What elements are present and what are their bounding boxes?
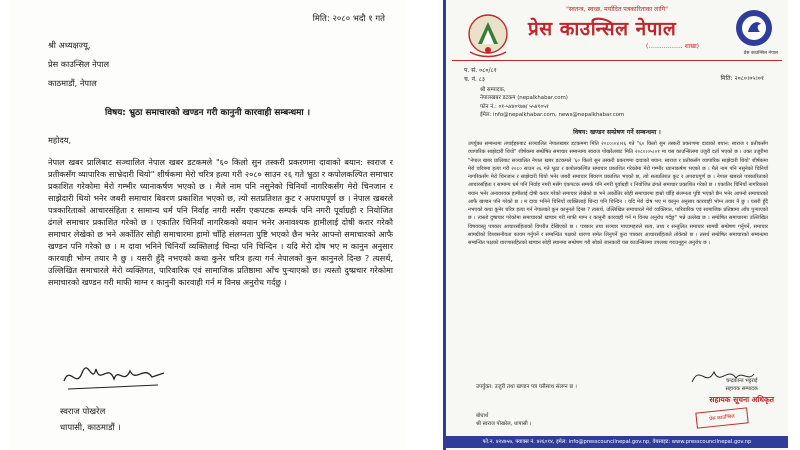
letterhead-slogan: "स्वतन्त्र, स्वच्छ, मर्यादित पत्रकारिताका लागि" <box>566 6 668 13</box>
letter-subject: विषय: भ्रुठा समाचारको खण्डन गरी कानुनी कारवाही सम्बन्धमा । <box>104 108 311 118</box>
official-role: सहायक सूचना अधिकृत <box>709 394 774 404</box>
salutation: महोदय, <box>48 135 72 145</box>
organization-name: प्रेस काउन्सिल नेपाल <box>528 18 677 40</box>
recipient-line-1: श्री अध्यक्षज्यू, <box>48 40 91 50</box>
recipient-address <box>480 86 624 120</box>
press-council-logo-icon <box>734 8 774 48</box>
copy-to-block <box>476 413 531 429</box>
recipient-line: ईमेल: info@nepalkhabar.com, news@nepalkhabar.com <box>480 112 625 119</box>
recipient-line-3: काठमाडौं, नेपाल <box>48 78 97 89</box>
ref-chalani-number: च. नं. ८३ <box>464 76 486 83</box>
signature-block <box>60 404 121 436</box>
letter-date: मिति: २०८०।०५।०१ <box>720 75 764 82</box>
letterhead-divider <box>452 60 782 61</box>
official-title: सहायक सम्पादक <box>725 385 758 392</box>
reference-numbers <box>464 66 497 84</box>
handwritten-signature <box>60 355 170 395</box>
recipient-line-2: प्रेस काउन्सिल नेपाल <box>48 59 110 70</box>
signer-address: धापासी, काठमाडौं । <box>60 421 121 432</box>
copy-label: बोधार्थ <box>476 413 489 419</box>
letterhead-footer: फो.न. ४२४७५७, फ्याक्स नं. ४२६०१४, इमेल: info@presscouncilnepal.gov.np, वेबसाइट: www.presscouncilnepal.gov.np <box>446 436 788 448</box>
recipient-address <box>48 40 109 97</box>
letter-body: उपर्युक्त सम्बन्धमा तपाईंहरुबाट सञ्चालित नेपालखबर डटकममा मिति २०८०।०४।२६ गते "६० किलो सुन तस्करी प्रकरणमा दावाको बयान: स्वराज र प्रतीकसँग व्यापारिक साझेदारी थियो" शीर्षकमा सम्प्रेषित समाचार सम्बन्धमा स्वराज पोखरेलबाट मिति २०८०।०५।०१ मा यस काउन्सिलमा उजुरी दर्ता भएको छ । उक्त उजुरीमा "नेपाल खबर प्रालिबाट सञ्चालित नेपाल खबर डटकमले '६० किलो सुन तस्करी प्रकरणमा दावाको बयान: स्वराज र प्रतीकसँग व्यापारिक साझेदारी थियो' शीर्षकमा मेरो चरित्रमा हत्या गरी २०८० साउन २६ गते भ्रुठा र कपोलकल्पित समाचार प्रकाशित गरेकोमा मेरो गम्भीर ध्यानाकर्षण भएको छ । मैले नाम पनि नसुनेको चिनियाँ नागरिकसँग मेरो चिनजान र साझेदारी थियो भनेर जबरी समाचार बिवरण प्रकाशित भएको छ, त्यो सतप्रतिशत कुट र अपराधपूर्ण छ । नेपाल खबरले पत्रकारिताको आचारसंहिता र सामान्य धर्म पनि निर्वाह नगरी मसँग एकपटक सम्पर्क पनि नगरी पूर्वाग्रही र नियोजित ढंगले समाचार प्रकाशित गरेको छ । एकातिर चिनियाँ नागरिकको बयान भनेर अनावश्यक हामीलाई दोषी करार गरेको समाचार लेखेको छ भने अर्कोतिर सोही समाचारमा हाम्रो चाँहि संलग्नता पुष्टि भएको छैन भनेर आफ्नो समाचारको आफै खण्डन पनि गरेको छ । म दावा भनिने चिनियाँ व्यक्तिलाई चिन्दा पनि चिन्दिन । यदि मेरो दोष भए म कानुन अनुसार कारवाही भोग्न तयार नै छु । यसरी हुँदै नभएको कथा कुनेर चरित्र हत्या गर्न नेपालको कुन कानुनले दिन्छ ? त्यसर्थ, उल्लिखित समाचारले मेरो व्यक्तिगत, पारिवारिक एवं सामाजिक प्रतिष्ठामा आँच पुर्‍याएको छ । त्यस्तो दुष्प्रचार गरेकोमा समाचारको खण्डन गरी माफी माग्न र कानुनी कारवाही गर्न म विनम्र अनुरोध गर्दछु" भन्ने उल्लेख छ । सम्प्रेषित समाचारमा उल्लिखित विषयवस्तु पत्रकार आचारसंहिताको विपरीत देखिएको छ । पत्रकार तथा सञ्चार माध्यमहरुले सत्य, तथ्य र सन्तुलित समाचार सामग्री सम्प्रेषण गर्नुपर्ने, समाचार सामग्रीको विश्वसनीयता कायम गर्नुपर्ने र सम्बन्धित पक्षको धारणा समेत लिनुपर्ने कुरा पत्रकार आचारसंहिताले तोकेको छ । तसर्थ सम्प्रेषित समाचारको सम्बन्धमा सम्बन्धित पक्षको धारणासहितको खण्डन सोही स्थानमा सम्प्रेषण गरी सोको जानकारी यस काउन्सिलमा उपलब्ध गराउनुहुन अनुरोध छ । <box>468 141 768 246</box>
official-name: चन्द्रकान्त भट्टराई <box>726 378 758 384</box>
letter-date: मिति: २०८० भदौ १ गते <box>312 14 385 24</box>
press-council-letter <box>443 0 788 450</box>
attachment-note: उपर्युक्त: उजुरी तथा खण्डन पत्र यसैसाथ संलग्न छ । <box>476 384 577 390</box>
branch-label: (.................. शाखा) <box>646 43 700 50</box>
complaint-letter <box>10 0 405 450</box>
recipient-line: श्री सम्पादक, <box>480 87 506 93</box>
signer-name: स्वराज पोखरेल <box>60 406 106 416</box>
office-stamp: प्रेस काउन्सिल <box>695 407 748 428</box>
letter-subject: विषय: खण्डन सम्प्रेषण गर्ने सम्बन्धमा । <box>573 129 661 136</box>
letter-body: नेपाल खबर प्रालिबाट सञ्चालित नेपाल खबर डटकमले "६० किलो सुन तस्करी प्रकरणमा दावाको बयान: स्वराज र प्रतीकसँग व्यापारिक साभ्रेदारी थियो" शीर्षकमा मेरो चरित्र हत्या गरी २०८० साउन २६ गते भ्रुठा र कपोलकल्पित समाचार प्रकाशित गरेकोमा मेरो गम्भीर ध्यानाकर्षण भएको छ । मैले नाम पनि नसुनेको चिनियाँ नागरिकसँग मेरो चिनजान र साझेदारी थियो भनेर जबरी समाचार बिवरण प्रकाशित भएको छ, त्यो सतप्रतिशत कुट र अपराधपूर्ण छ । नेपाल खबरले पत्रकारिताको आचारसंहिता र सामान्य धर्म पनि निर्वाह नगरी मसँग एकपटक सम्पर्क पनि नगरी पूर्वाग्रही र नियोजित ढंगले समाचार प्रकाशित गरेको छ । एकातिर चिनियाँ नागरिकको बयान भनेर अनावश्यक हामीलाई दोषी करार गरेकौ समाचार लेखेको छ भने अर्कोतिर सोही समाचारमा हामो चाँहि संलग्नता पुष्टि भएको छैन भनेर आफ्नो समाचारको आफै खण्डन पनि गरेको छ । म दावा भनिने चिनियाँ व्यक्तिलाई चिन्दा पनि चिन्दिन । यदि मेरो दोष भए म कानुन अनुसार कारवाही भोग्न तयार नै छु । यसरी हुँदै नभएको कथा कुनेर चरित्र हत्या गर्न नेपालको कुन कानुनले दिन्छ ? त्यसर्थ, उल्लिखित समाचारले मेरो व्यक्तिगत, पारिवारिक एवं सामाजिक प्रतिष्ठामा आँच पुर्‍याएको छ। त्यस्तो दुष्प्रचार गरेकोमा समाचारको खण्डन गरी माफी माग्न र कानुनी कारवाही गर्न म विनम्र अनुरोध गर्दछु । <box>48 157 393 287</box>
copy-recipient: श्री स्वराज पोखरेल, धापासी । <box>476 420 532 427</box>
recipient-line: फोन नं.: ०१-५४४०९७७/ ५५४१०५१ <box>480 103 549 110</box>
official-signature-block <box>709 378 774 405</box>
council-caption: प्रेस काउन्सिल नेपाल <box>743 51 778 56</box>
nepal-emblem-icon <box>464 12 512 58</box>
recipient-line: नेपालखबर डटकम (nepalkhabar.com) <box>480 95 568 102</box>
ref-patra-sankhya: प. सं. ०८०/८१ <box>464 67 497 74</box>
